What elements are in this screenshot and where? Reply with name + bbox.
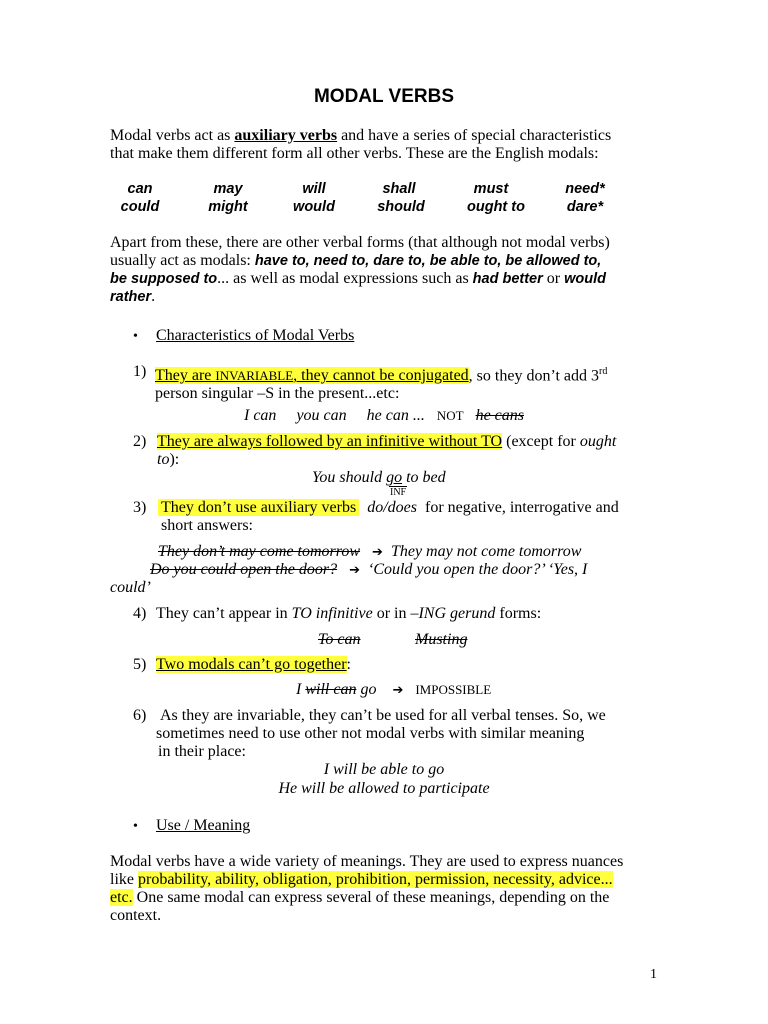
usage-line-2 [110,871,670,889]
rule-3-example-2 [150,561,587,580]
rule-5 [156,656,351,674]
modal-dare: dare* [566,199,604,215]
page-number: 1 [650,967,657,982]
bullet-icon: • [133,819,138,834]
section-characteristics [133,327,138,346]
section-use [133,817,138,836]
rule-4-wrong-b [415,631,467,649]
rule-6-line-1: As they are invariable, they can’t be used for all verbal tenses. So, we [160,707,606,724]
apart-text: . [151,288,156,305]
rule-3-number: 3) [133,499,147,516]
rule-4-text: forms: [495,605,542,622]
rule-2-number: 2) [133,433,147,450]
wrong-example: Do you could open the door? [150,561,338,578]
auxiliary-verbs-term: auxiliary verbs [234,127,338,144]
rule-2-example [312,469,446,487]
rule-2-line-1 [157,433,677,451]
to-term: to [157,451,170,468]
to-infinitive-term: TO infinitive [291,605,373,622]
rule-1-line-2: person singular –S in the present...etc: [155,385,400,403]
do-does-term: do/does [367,499,417,516]
apart-line-4 [110,288,670,306]
intro-text: and have a series of special characteristics [337,127,612,144]
rule-1-hl-text: They are [155,367,216,385]
rule-1 [155,363,675,403]
rule-1-text: , so they don’t add 3 [468,367,600,385]
modal-shall: shall [382,181,416,197]
rule-3-highlight: They don’t use auxiliary verbs [158,499,359,516]
intro-paragraph [110,127,670,163]
wrong-example: Musting [415,631,468,648]
intro-text: Modal verbs act as [110,127,235,144]
example-he-can: he can ... [366,407,425,424]
example-text: You should [312,469,387,486]
intro-line-1 [110,127,670,145]
example-text: I [296,681,306,698]
modal-forms-list: have to, need to, dare to, be able to, be allowed to, [254,253,602,269]
rule-1-example [0,407,768,425]
apart-paragraph [110,234,670,306]
wrong-example: To can [318,631,361,648]
arrow-right-icon: ➔ [349,563,360,578]
usage-text: One same modal can express several of these meanings, depending on the [132,889,610,906]
apart-text: or [542,270,565,287]
modal-could: could [120,199,160,215]
rule-3-line-1 [158,499,678,517]
bullet-icon: • [133,329,138,344]
impossible-label: IMPOSSIBLE [415,682,492,697]
wrong-example: he cans [475,407,524,424]
example-text: go [356,681,377,698]
correct-example: They may not come tomorrow [390,543,582,560]
be-supposed-to: be supposed to [110,271,218,287]
rule-4 [156,605,541,623]
inf-label [389,485,407,498]
rule-3-line-2: short answers: [161,517,253,534]
usage-line-4: context. [110,907,162,924]
rule-2 [157,433,677,469]
ing-gerund-term: –ING gerund [410,605,496,622]
example-text: to bed [402,469,446,486]
rule-6 [156,707,680,761]
would-rather-b: rather [110,289,152,305]
rule-6-line-2: sometimes need to use other not modal verbs with similar meaning [156,725,585,742]
section-heading-characteristics: Characteristics of Modal Verbs [156,327,355,344]
rule-1-hl-text: , they cannot be conjugated [293,367,469,385]
rule-2-line-2 [157,451,677,469]
wrong-example: will can [305,681,357,698]
rule-6-number: 6) [133,707,147,724]
rule-5-highlight: Two modals can’t go together [156,656,347,673]
rule-6-example-2: He will be allowed to participate [278,780,490,797]
rule-5-example [296,681,491,700]
had-better: had better [472,271,543,287]
usage-line-1: Modal verbs have a wide variety of meanings. They are used to express nuances [110,853,624,870]
modal-may: may [213,181,243,197]
rule-4-text: They can’t appear in [156,605,292,622]
apart-line-2 [110,252,670,270]
intro-line-2: that make them different form all other verbs. These are the English modals: [110,145,599,162]
rule-5-number: 5) [133,656,147,673]
modal-might: might [208,199,248,215]
rule-4-text: or in [372,605,411,622]
apart-text: usually act as modals: [110,252,255,269]
usage-paragraph [110,853,670,925]
rule-2-text: (except for [502,433,580,450]
rule-3 [158,499,678,535]
rule-4-number: 4) [133,605,147,622]
would-rather-a: would [564,271,606,287]
rule-2-highlight: They are always followed by an infinitive without TO [157,433,503,450]
wrong-example: They don’t may come tomorrow [158,543,361,560]
rule-1-highlight [155,367,469,384]
rule-2-text: ): [169,451,180,468]
usage-text: like [110,871,138,888]
modal-need: need* [565,181,605,197]
modal-will: will [302,181,326,197]
page-title: MODAL VERBS [313,86,455,107]
ought-term: ought [579,433,617,450]
modal-would: would [293,199,335,215]
modal-ought-to: ought to [467,199,525,215]
example-go: go [386,469,403,486]
example-you-can: you can [296,407,347,424]
meanings-highlight: probability, ability, obligation, prohibition, permission, necessity, advice... [138,871,613,888]
section-heading-use-meaning: Use / Meaning [156,817,251,834]
rule-1-number: 1) [133,363,147,380]
arrow-right-icon: ➔ [392,683,404,698]
usage-line-3 [110,889,670,907]
etc-highlight: etc. [110,889,133,906]
modal-should: should [377,199,425,215]
apart-line-3 [110,270,670,288]
inf-text: INF [390,487,407,498]
correct-example: ‘Could you open the door?’ ‘Yes, I [367,561,588,578]
modal-must: must [473,181,509,197]
modal-can: can [127,181,153,197]
rule-3-text: for negative, interrogative and [421,499,619,516]
invariable-term: INVARIABLE [215,368,294,384]
rule-4-wrong-a [318,631,361,649]
rule-6-example-1: I will be able to go [323,761,445,778]
rule-1-line-1 [155,363,675,385]
apart-text: ... as well as modal expressions such as [217,270,473,287]
arrow-right-icon: ➔ [372,545,383,560]
example-i-can: I can [244,407,277,424]
superscript-rd: rd [599,366,608,377]
apart-line-1: Apart from these, there are other verbal forms (that although not modal verbs) [110,234,610,251]
not-label: NOT [436,408,464,423]
rule-6-line-3: in their place: [158,743,246,760]
rule-3-example-1 [158,543,581,562]
rule-3-example-2-cont: could’ [110,579,151,596]
rule-5-text: : [346,656,351,673]
